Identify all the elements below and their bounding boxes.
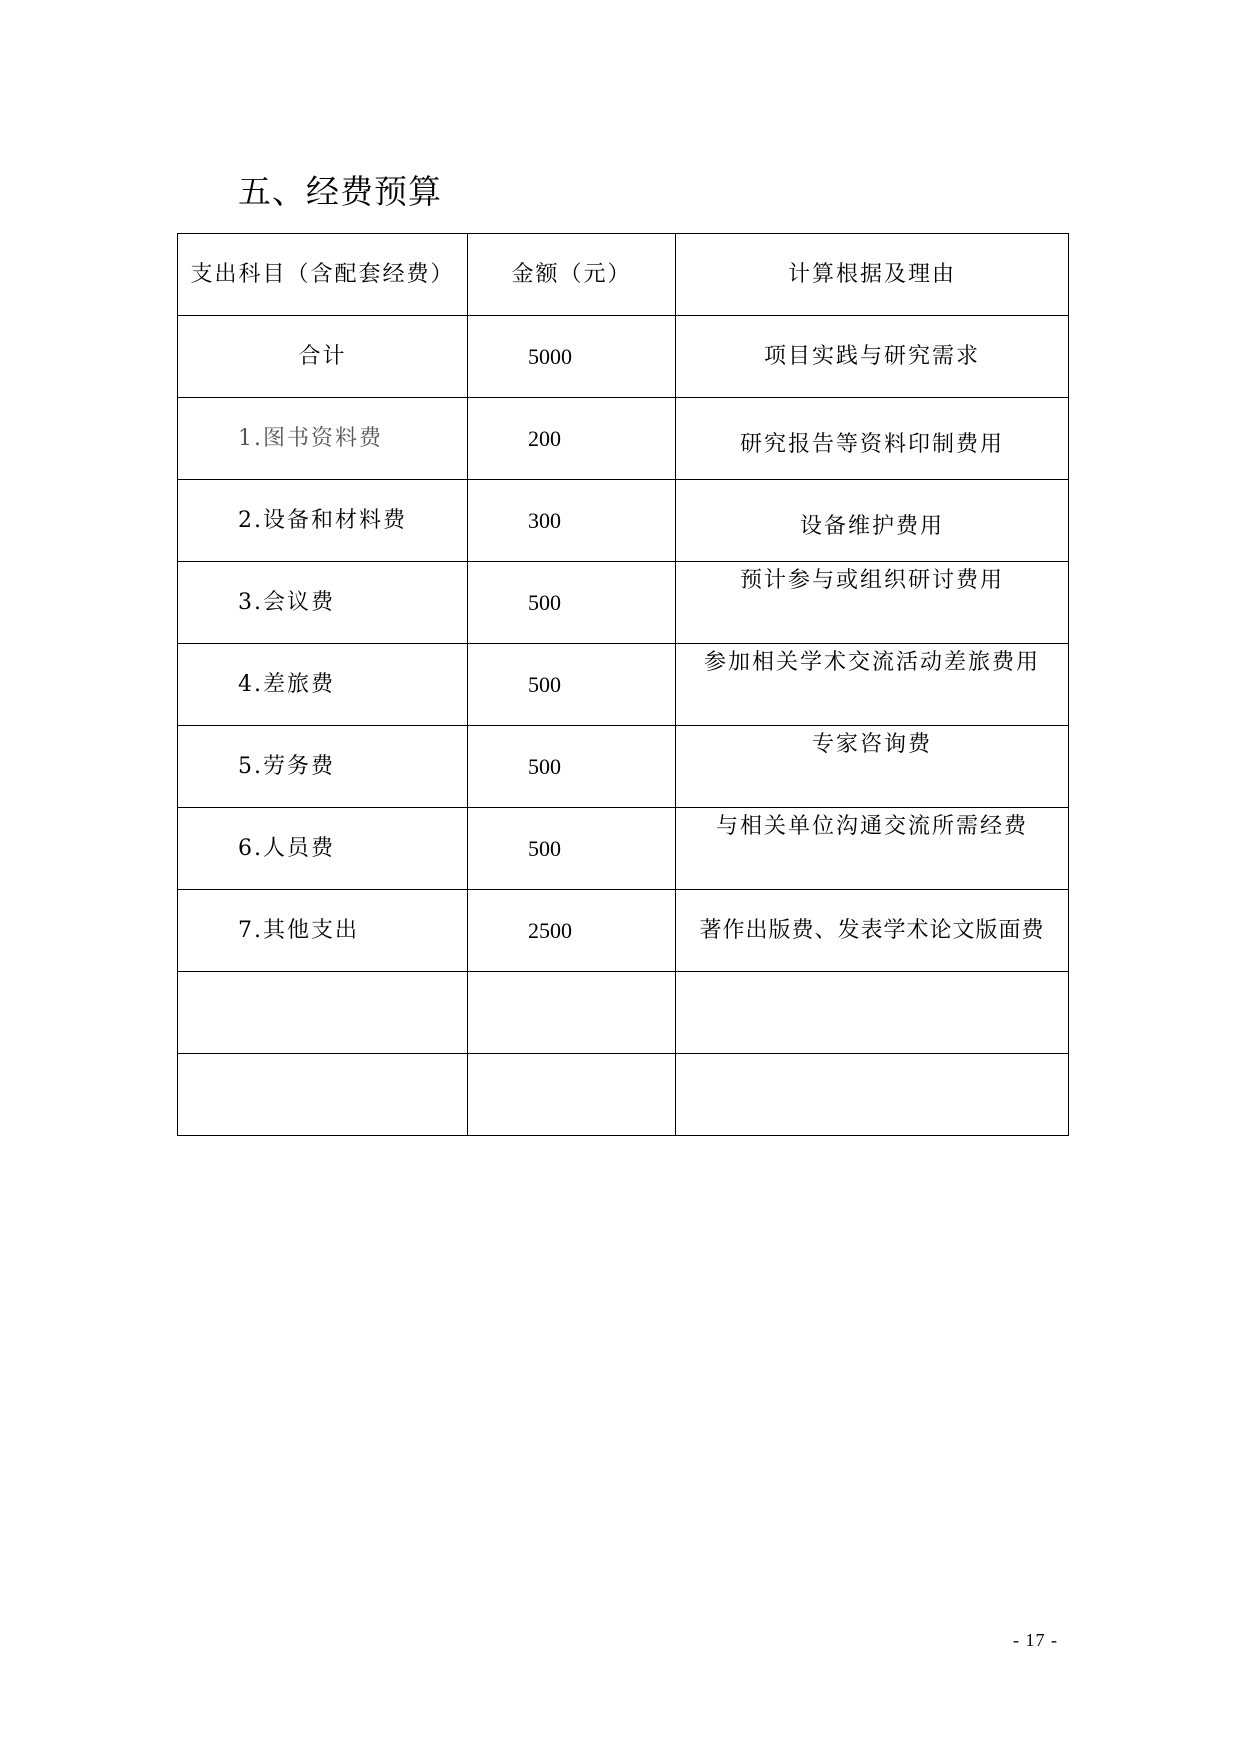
table-cell xyxy=(468,808,676,890)
table-cell xyxy=(676,808,1069,890)
row-reason: 研究报告等资料印制费用 xyxy=(739,432,1004,457)
row-item: 5.劳务费 xyxy=(238,754,335,779)
table-cell xyxy=(468,726,676,808)
row-amount: 500 xyxy=(528,754,561,779)
table-cell xyxy=(178,644,468,726)
table-cell xyxy=(468,644,676,726)
page-number: - 17 - xyxy=(1013,1630,1058,1650)
row-reason: 设备维护费用 xyxy=(799,514,944,539)
empty-cell xyxy=(178,1054,468,1136)
row-amount: 200 xyxy=(528,426,561,451)
row-item: 1.图书资料费 xyxy=(238,426,383,451)
row-reason: 专家咨询费 xyxy=(811,732,932,757)
table-cell xyxy=(676,890,1069,972)
empty-cell xyxy=(676,1054,1069,1136)
table-row xyxy=(178,480,1069,562)
budget-table xyxy=(177,233,1069,1136)
table-cell xyxy=(468,562,676,644)
empty-cell xyxy=(178,972,468,1054)
row-reason: 参加相关学术交流活动差旅费用 xyxy=(703,650,1040,675)
header-cell xyxy=(178,234,468,316)
empty-row xyxy=(178,972,1069,1054)
row-amount: 2500 xyxy=(528,918,572,943)
row-reason: 与相关单位沟通交流所需经费 xyxy=(715,814,1028,839)
table-cell xyxy=(676,726,1069,808)
table-cell xyxy=(468,890,676,972)
total-reason: 项目实践与研究需求 xyxy=(763,344,980,369)
row-item: 7.其他支出 xyxy=(238,918,359,943)
table-header-row xyxy=(178,234,1069,316)
row-item: 6.人员费 xyxy=(238,836,335,861)
table-cell xyxy=(178,398,468,480)
table-cell xyxy=(178,890,468,972)
table-cell xyxy=(676,644,1069,726)
header-reason: 计算根据及理由 xyxy=(787,262,956,287)
empty-cell xyxy=(676,972,1069,1054)
header-cell xyxy=(468,234,676,316)
table-row xyxy=(178,808,1069,890)
table-cell xyxy=(676,480,1069,562)
table-cell xyxy=(468,398,676,480)
header-cell xyxy=(676,234,1069,316)
row-amount: 500 xyxy=(528,590,561,615)
section-title: 五、经费预算 xyxy=(238,172,442,211)
table-cell xyxy=(178,726,468,808)
table-row xyxy=(178,398,1069,480)
header-amount: 金额（元） xyxy=(511,262,632,287)
total-amount: 5000 xyxy=(528,344,572,369)
table-cell xyxy=(468,316,676,398)
table-cell xyxy=(178,480,468,562)
row-reason: 著作出版费、发表学术论文版面费 xyxy=(699,918,1045,943)
row-amount: 300 xyxy=(528,508,561,533)
table-row xyxy=(178,644,1069,726)
row-item: 4.差旅费 xyxy=(238,672,335,697)
row-reason: 预计参与或组织研讨费用 xyxy=(739,568,1004,593)
total-row xyxy=(178,316,1069,398)
table-cell xyxy=(676,316,1069,398)
row-amount: 500 xyxy=(528,836,561,861)
table-cell xyxy=(178,562,468,644)
total-label: 合计 xyxy=(298,344,347,369)
table-cell xyxy=(676,398,1069,480)
empty-cell xyxy=(468,1054,676,1136)
table-cell xyxy=(178,808,468,890)
row-item: 2.设备和材料费 xyxy=(238,508,407,533)
table-row xyxy=(178,726,1069,808)
table-row xyxy=(178,890,1069,972)
empty-cell xyxy=(468,972,676,1054)
header-item: 支出科目（含配套经费） xyxy=(190,262,455,287)
empty-row xyxy=(178,1054,1069,1136)
row-item: 3.会议费 xyxy=(238,590,335,615)
table-cell xyxy=(178,316,468,398)
table-cell xyxy=(676,562,1069,644)
table-cell xyxy=(468,480,676,562)
table-row xyxy=(178,562,1069,644)
row-amount: 500 xyxy=(528,672,561,697)
